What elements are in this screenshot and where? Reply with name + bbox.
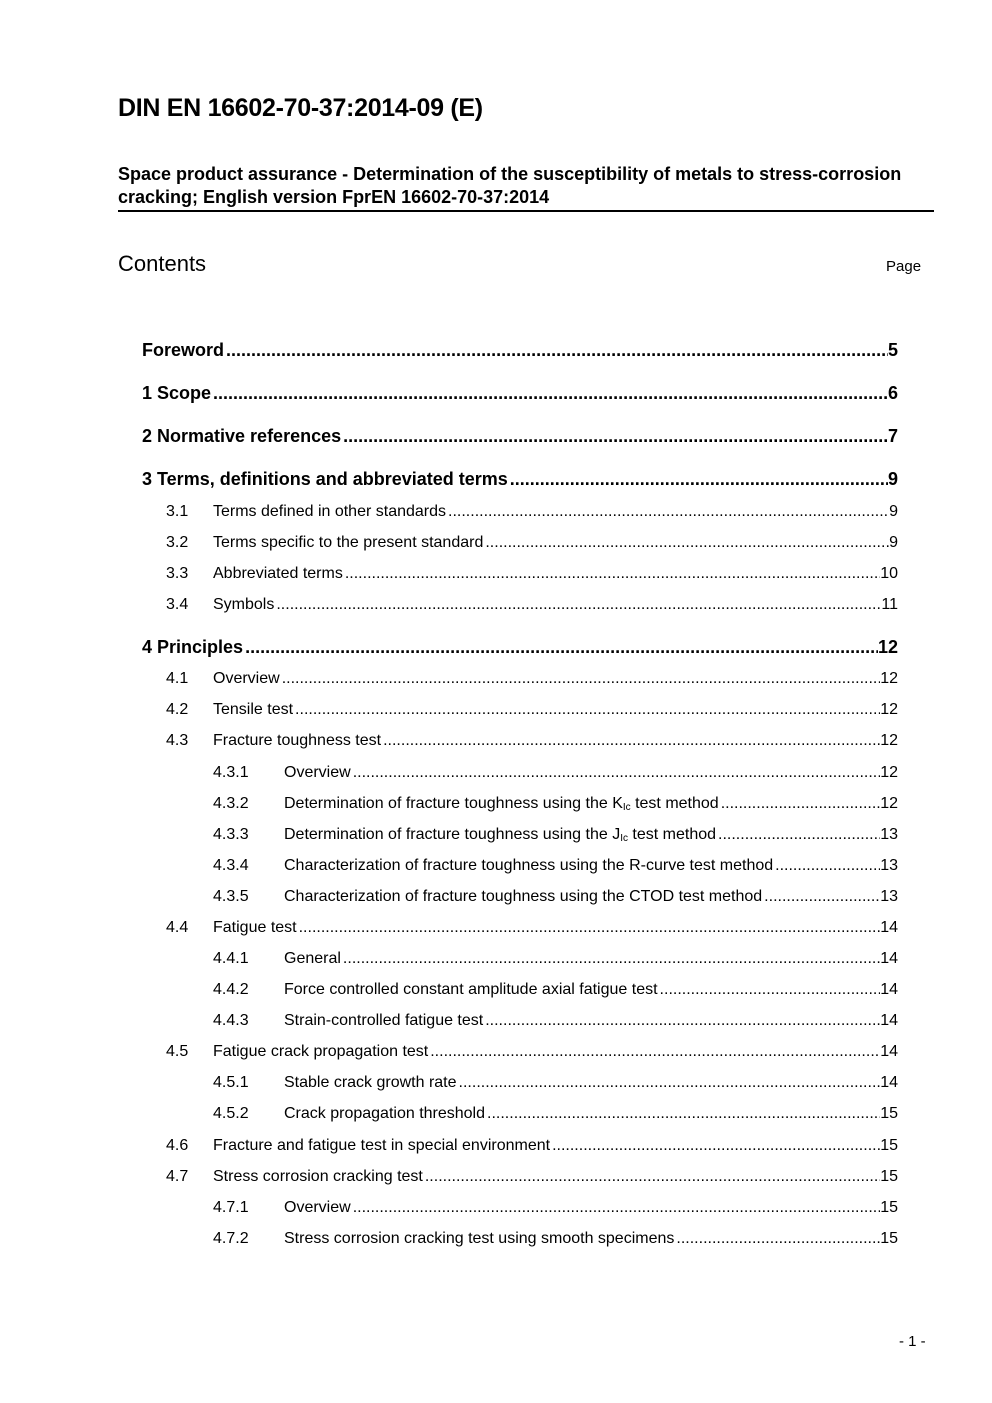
- toc-entry-4-3-1[interactable]: [213, 764, 898, 782]
- toc-entry-title: Fatigue test: [213, 919, 297, 936]
- toc-entry-3-2[interactable]: [166, 534, 898, 552]
- toc-entry-number: 3.1: [166, 503, 189, 520]
- toc-entry-number: 4.1: [166, 670, 189, 687]
- toc-entry-number: 4.4: [166, 919, 189, 936]
- title-divider: [118, 210, 934, 212]
- toc-entry-number: 4.2: [166, 701, 189, 718]
- subscript: Ic: [620, 833, 628, 844]
- dot-leader: [430, 1043, 880, 1061]
- dot-leader: [343, 426, 888, 447]
- toc-entry-number: 3.4: [166, 596, 189, 613]
- toc-entry-page: 12: [880, 795, 898, 812]
- toc-entry-4-5[interactable]: [166, 1043, 898, 1061]
- toc-entry-4-4-1[interactable]: [213, 950, 898, 968]
- toc-entry-3[interactable]: [142, 469, 898, 490]
- dot-leader: [299, 919, 881, 937]
- dot-leader: [213, 383, 888, 404]
- toc-entry-page: 15: [880, 1105, 898, 1122]
- toc-entry-number: 4.5: [166, 1043, 189, 1060]
- dot-leader: [485, 1012, 880, 1030]
- toc-entry-page: 12: [880, 732, 898, 749]
- dot-leader: [487, 1105, 880, 1123]
- toc-entry-4-7-1[interactable]: [213, 1199, 898, 1217]
- toc-entry-4-3[interactable]: [166, 732, 898, 750]
- toc-entry-page: 15: [880, 1168, 898, 1185]
- toc-entry-title: Overview: [213, 670, 280, 687]
- toc-entry-title: [284, 826, 716, 844]
- toc-entry-number: 4.4.3: [213, 1012, 249, 1029]
- dot-leader: [510, 469, 888, 490]
- toc-entry-page: 10: [880, 565, 898, 582]
- toc-entry-number: 1: [142, 383, 153, 403]
- toc-entry-page: 12: [877, 637, 898, 657]
- toc-entry-number: 4.3.5: [213, 888, 249, 905]
- toc-entry-page: 15: [880, 1230, 898, 1247]
- dot-leader: [775, 857, 880, 875]
- toc-entry-4-4-3[interactable]: [213, 1012, 898, 1030]
- toc-entry-title: Crack propagation threshold: [284, 1105, 486, 1122]
- document-subtitle: Space product assurance - Determination of the susceptibility of metals to stress-corrosion cracking; English version FprEN 16602-70-37:2014: [118, 164, 902, 207]
- toc-entry-title: Terms defined in other standards: [213, 503, 447, 520]
- dot-leader: [485, 534, 889, 552]
- toc-entry-page: 12: [880, 764, 898, 781]
- toc-entry-number: 4.7.2: [213, 1230, 249, 1247]
- toc-entry-title: Stress corrosion cracking test: [213, 1168, 423, 1185]
- toc-entry-page: 13: [880, 826, 898, 843]
- dot-leader: [353, 1199, 881, 1217]
- toc-entry-number: 4.5.1: [213, 1074, 249, 1091]
- toc-entry-title: Stress corrosion cracking test using smooth specimens: [284, 1230, 675, 1247]
- toc-entry-number: 4.3.2: [213, 795, 249, 812]
- toc-entry-4-7[interactable]: [166, 1168, 898, 1186]
- toc-entry-number: 4.7: [166, 1168, 189, 1185]
- toc-entry-title: Stable crack growth rate: [284, 1074, 457, 1091]
- toc-entry-title: Fatigue crack propagation test: [213, 1043, 429, 1060]
- dot-leader: [343, 950, 880, 968]
- toc-entry-page: 7: [887, 426, 898, 446]
- toc-entry-title: Characterization of fracture toughness using the CTOD test method: [284, 888, 763, 905]
- toc-entry-page: 13: [880, 888, 898, 905]
- toc-entry-title: Terms, definitions and abbreviated terms: [157, 469, 508, 489]
- toc-entry-page: 14: [880, 1012, 898, 1029]
- toc-entry-title: Normative references: [157, 426, 342, 446]
- title-text: Determination of fracture toughness using the K: [284, 795, 623, 812]
- subscript: Ic: [622, 802, 631, 813]
- dot-leader: [295, 701, 880, 719]
- toc-entry-3-1[interactable]: [166, 503, 898, 521]
- toc-entry-page: 9: [889, 503, 898, 520]
- toc-entry-title: Characterization of fracture toughness using the R-curve test method: [284, 857, 774, 874]
- toc-entry-number: 4.6: [166, 1137, 189, 1154]
- toc-entry-number: 4.5.2: [213, 1105, 249, 1122]
- toc-entry-title: Force controlled constant amplitude axial fatigue test: [284, 981, 658, 998]
- title-text: Determination of fracture toughness using the J: [284, 826, 621, 843]
- toc-entry-number: 3.3: [166, 565, 189, 582]
- toc-entry-page: 14: [880, 919, 898, 936]
- dot-leader: [676, 1230, 880, 1248]
- toc-entry-title: Abbreviated terms: [213, 565, 343, 582]
- toc-entry-1[interactable]: [142, 383, 898, 404]
- toc-entry-title: Strain-controlled fatigue test: [284, 1012, 484, 1029]
- toc-entry-4-2[interactable]: [166, 701, 898, 719]
- toc-entry-page: 15: [880, 1199, 898, 1216]
- toc-entry-title: Fracture and fatigue test in special environment: [213, 1137, 551, 1154]
- toc-entry-page: 5: [887, 340, 898, 360]
- dot-leader: [718, 826, 880, 844]
- toc-entry-title: Fracture toughness test: [213, 732, 382, 749]
- toc-entry-page: 12: [880, 670, 898, 687]
- toc-entry-3-4[interactable]: [166, 596, 898, 614]
- document-title: DIN EN 16602-70-37:2014-09 (E): [118, 94, 483, 122]
- dot-leader: [226, 340, 888, 361]
- toc-entry-title: Scope: [157, 383, 212, 403]
- toc-entry-page: 14: [880, 1043, 898, 1060]
- toc-entry-4-6[interactable]: [166, 1137, 898, 1155]
- title-text-suffix: test method: [630, 795, 719, 812]
- dot-leader: [282, 670, 881, 688]
- dot-leader: [276, 596, 881, 614]
- toc-entry-number: 4.3.4: [213, 857, 249, 874]
- dot-leader: [459, 1074, 881, 1092]
- toc-entry-2[interactable]: [142, 426, 898, 447]
- toc-entry-4-7-2[interactable]: [213, 1230, 898, 1248]
- toc-entry-page: 9: [889, 534, 898, 551]
- toc-entry-4-5-1[interactable]: [213, 1074, 898, 1092]
- toc-entry-3-3[interactable]: [166, 565, 898, 583]
- toc-entry-number: 3.2: [166, 534, 189, 551]
- page-number: - 1 -: [899, 1333, 926, 1350]
- toc-entry-4-1[interactable]: [166, 670, 898, 688]
- toc-entry-title: Principles: [157, 637, 244, 657]
- dot-leader: [425, 1168, 880, 1186]
- dot-leader: [552, 1137, 880, 1155]
- toc-entry-number: 4.7.1: [213, 1199, 249, 1216]
- toc-entry-page: 12: [880, 701, 898, 718]
- toc-entry-4[interactable]: [142, 637, 898, 658]
- toc-entry-page: 14: [880, 981, 898, 998]
- toc-entry-page: 11: [881, 596, 898, 613]
- dot-leader: [345, 565, 880, 583]
- page-column-label: Page: [886, 258, 922, 275]
- toc-entry-number: 4.4.1: [213, 950, 249, 967]
- toc-entry-number: 4.3.3: [213, 826, 249, 843]
- dot-leader: [353, 764, 881, 782]
- toc-entry-foreword[interactable]: [142, 340, 898, 361]
- toc-entry-page: 13: [880, 857, 898, 874]
- toc-entry-number: 2: [142, 426, 153, 446]
- toc-entry-4-3-3[interactable]: [213, 826, 898, 844]
- dot-leader: [764, 888, 880, 906]
- toc-entry-title: Symbols: [213, 596, 275, 613]
- toc-entry-title: Overview: [284, 764, 351, 781]
- toc-entry-number: 3: [142, 469, 153, 489]
- toc-entry-page: 6: [887, 383, 898, 403]
- toc-entry-4-3-4[interactable]: [213, 857, 898, 875]
- toc-entry-number: 4.4.2: [213, 981, 249, 998]
- toc-entry-number: 4.3.1: [213, 764, 249, 781]
- toc-entry-title: Foreword: [142, 340, 225, 360]
- toc-entry-title: [284, 795, 719, 813]
- dot-leader: [660, 981, 881, 999]
- toc-entry-page: 15: [880, 1137, 898, 1154]
- toc-entry-4-3-5[interactable]: [213, 888, 898, 906]
- toc-entry-page: 14: [880, 1074, 898, 1091]
- toc-entry-4-4[interactable]: [166, 919, 898, 937]
- title-text-suffix: test method: [627, 826, 717, 843]
- toc-entry-number: 4.3: [166, 732, 189, 749]
- toc-entry-title: Terms specific to the present standard: [213, 534, 484, 551]
- toc-entry-page: 14: [880, 950, 898, 967]
- contents-heading: Contents: [118, 251, 207, 276]
- toc-entry-title: Overview: [284, 1199, 351, 1216]
- toc-entry-4-3-2[interactable]: [213, 795, 898, 813]
- toc-entry-title: General: [284, 950, 341, 967]
- toc-entry-4-4-2[interactable]: [213, 981, 898, 999]
- dot-leader: [383, 732, 880, 750]
- dot-leader: [245, 637, 878, 658]
- toc-entry-page: 9: [887, 469, 898, 489]
- dot-leader: [721, 795, 881, 813]
- dot-leader: [448, 503, 889, 521]
- toc-entry-4-5-2[interactable]: [213, 1105, 898, 1123]
- toc-entry-number: 4: [142, 637, 153, 657]
- toc-entry-title: Tensile test: [213, 701, 294, 718]
